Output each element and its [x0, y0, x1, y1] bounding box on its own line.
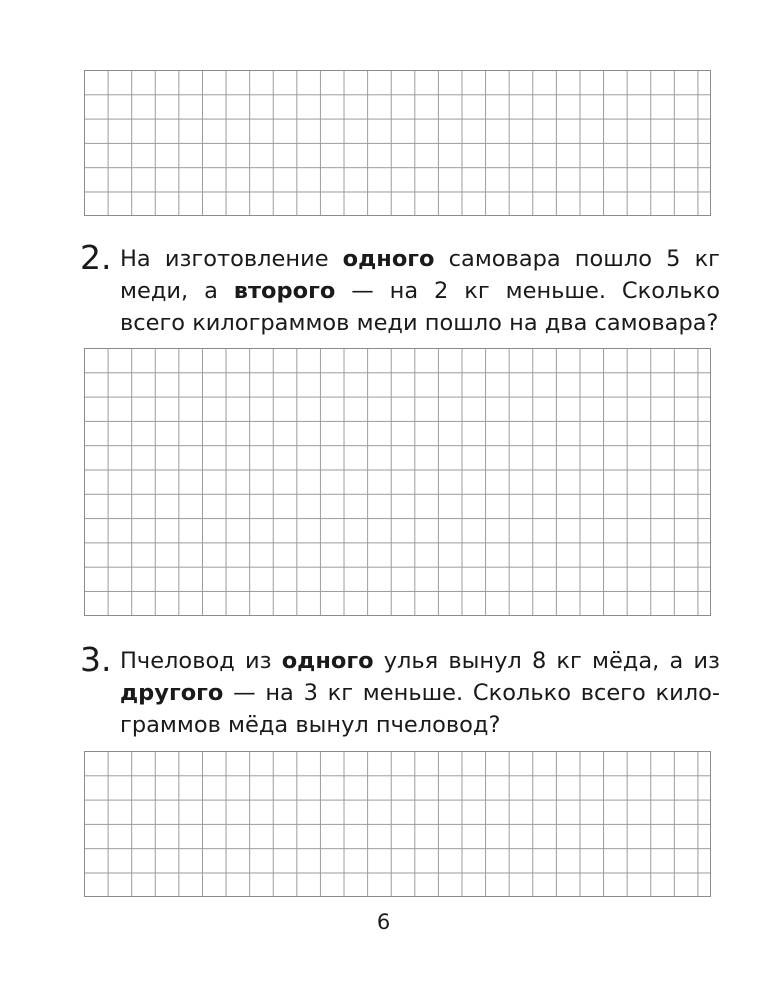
task-3 — [80, 640, 720, 741]
task-2 — [80, 238, 720, 339]
bold-word: другого — [120, 680, 224, 706]
answer-grid-top — [84, 70, 711, 216]
bold-word: второго — [233, 278, 336, 304]
answer-grid-task-3 — [84, 751, 711, 897]
text-segment: улья вынул 8 кг мёда, а из — [373, 648, 720, 674]
task-number: 3. — [80, 640, 112, 679]
bold-word: одного — [281, 648, 374, 674]
text-segment: Пчеловод из — [120, 648, 282, 674]
answer-grid-task-2 — [84, 348, 711, 616]
task-text — [120, 243, 720, 339]
task-number: 2. — [80, 238, 112, 277]
text-segment: — на 3 кг меньше. Сколько всего килограммов мёда вынул пчеловод? — [120, 680, 720, 738]
text-segment: — на 2 кг меньше. Сколько всего килограммов меди пошло на два самовара? — [120, 278, 720, 336]
text-segment: На изготовление — [120, 246, 343, 272]
bold-word: одного — [342, 246, 435, 272]
page-number: 6 — [376, 910, 391, 934]
text-segment: самовара пошло 5 кг меди, а — [120, 246, 720, 304]
task-text — [120, 645, 720, 741]
